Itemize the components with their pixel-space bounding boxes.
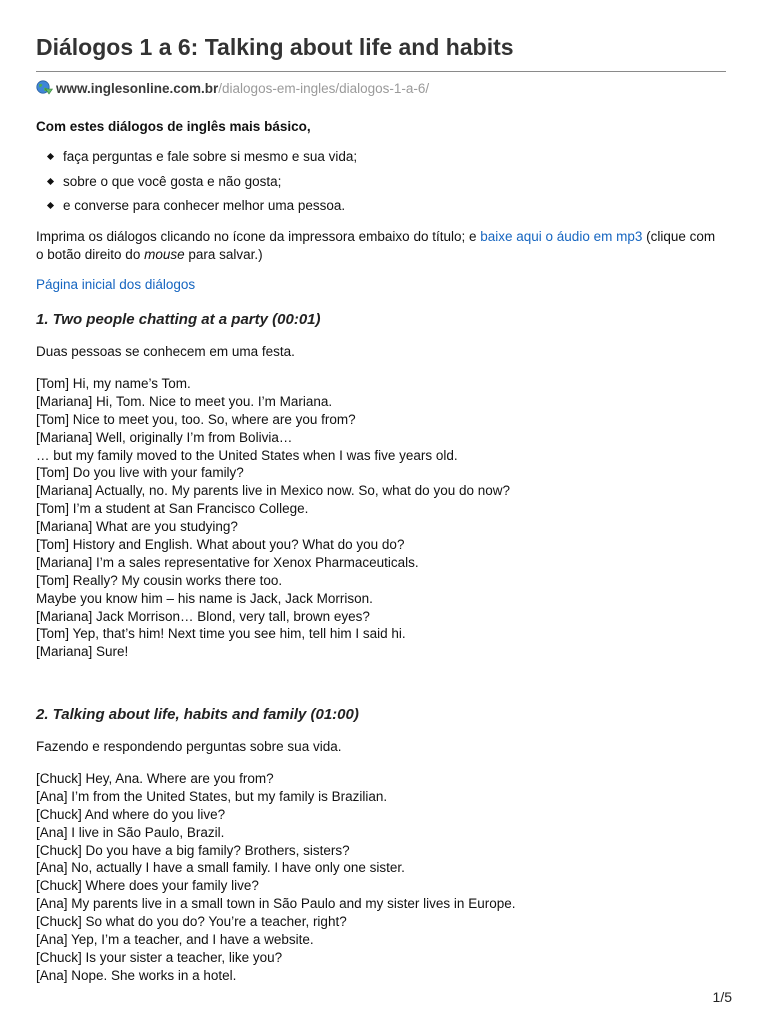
bullet-item <box>36 173 357 198</box>
title-divider <box>36 71 726 72</box>
bullet-icon <box>47 177 54 184</box>
dialogue-line: [Chuck] And where do you live? <box>36 806 226 822</box>
dialogue-line: [Ana] I’m from the United States, but my family is Brazilian. <box>36 788 388 804</box>
section-1-description: Duas pessoas se conhecem em uma festa. <box>36 344 295 359</box>
bullet-text: sobre o que você gosta e não gosta; <box>63 173 282 189</box>
dialogue-line: [Mariana] Sure! <box>36 644 129 660</box>
bullet-icon <box>47 202 54 209</box>
dialogue-line: [Chuck] Hey, Ana. Where are you from? <box>36 771 274 786</box>
dialogue-line: [Ana] My parents live in a small town in São Paulo and my sister lives in Europe. <box>36 896 516 912</box>
dialogue-line: … but my family moved to the United States when I was five years old. <box>36 447 458 463</box>
dialogue-line: [Tom] Nice to meet you, too. So, where are you from? <box>36 411 356 427</box>
dialogue-line: [Ana] I live in São Paulo, Brazil. <box>36 824 225 840</box>
mouse-emphasis: mouse <box>144 247 185 262</box>
dialogue-line: [Chuck] Is your sister a teacher, like you? <box>36 949 283 965</box>
dialogue-line: [Mariana] I’m a sales representative for Xenox Pharmaceuticals. <box>36 554 419 570</box>
source-domain[interactable]: www.inglesonline.com.br <box>56 81 219 96</box>
print-instructions-text: (clique com o botão direito do <box>36 229 716 262</box>
section-1-dialogue <box>36 375 510 661</box>
dialogue-line: [Chuck] So what do you do? You’re a teacher, right? <box>36 914 347 930</box>
dialogue-line: [Tom] Hi, my name’s Tom. <box>36 376 191 391</box>
source-url[interactable] <box>36 80 429 96</box>
bullet-text: e converse para conhecer melhor uma pessoa. <box>63 198 346 213</box>
section-1-heading: 1. Two people chatting at a party (00:01) <box>36 311 321 328</box>
print-instructions-text: para salvar.) <box>184 247 263 262</box>
dialogue-line: [Mariana] What are you studying? <box>36 519 238 535</box>
dialogue-line: [Tom] I’m a student at San Francisco College. <box>36 501 309 517</box>
intro-bullet-list <box>36 148 357 222</box>
dialogue-line: [Mariana] Hi, Tom. Nice to meet you. I’m Mariana. <box>36 393 333 409</box>
dialogue-line: [Chuck] Where does your family live? <box>36 878 259 894</box>
dialogue-line: [Mariana] Actually, no. My parents live in Mexico now. So, what do you do now? <box>36 483 510 499</box>
section-2-dialogue <box>36 770 515 985</box>
dialogue-line: [Ana] Nope. She works in a hotel. <box>36 967 237 983</box>
section-2-heading: 2. Talking about life, habits and family (01:00) <box>36 706 359 723</box>
dialogs-home-link[interactable]: Página inicial dos diálogos <box>36 277 196 292</box>
dialogue-line: [Mariana] Well, originally I’m from Bolivia… <box>36 429 293 445</box>
dialogue-line: [Tom] Do you live with your family? <box>36 465 244 481</box>
download-mp3-link[interactable]: baixe aqui o áudio em mp3 <box>480 229 643 244</box>
dialogue-line: [Ana] Yep, I’m a teacher, and I have a website. <box>36 932 314 948</box>
bullet-text: faça perguntas e fale sobre si mesmo e sua vida; <box>63 149 358 164</box>
dialogue-line: [Mariana] Jack Morrison… Blond, very tall, brown eyes? <box>36 608 370 624</box>
section-2-description: Fazendo e respondendo perguntas sobre sua vida. <box>36 739 342 754</box>
print-instructions <box>36 228 726 264</box>
bullet-item <box>36 197 357 222</box>
globe-icon <box>36 80 53 95</box>
print-instructions-text: Imprima os diálogos clicando no ícone da impressora embaixo do título; e <box>36 229 481 244</box>
dialogue-line: Maybe you know him – his name is Jack, Jack Morrison. <box>36 590 373 606</box>
dialogue-line: [Tom] History and English. What about you? What do you do? <box>36 537 405 553</box>
dialogue-line: [Tom] Really? My cousin works there too. <box>36 572 283 588</box>
bullet-item <box>36 148 357 173</box>
intro-text: Com estes diálogos de inglês mais básico, <box>36 119 311 134</box>
page-title: Diálogos 1 a 6: Talking about life and habits <box>36 34 514 60</box>
page-number: 1/5 <box>712 989 732 1005</box>
dialogue-line: [Ana] No, actually I have a small family. I have only one sister. <box>36 860 405 876</box>
bullet-icon <box>47 153 54 160</box>
dialogue-line: [Chuck] Do you have a big family? Brothers, sisters? <box>36 842 350 858</box>
dialogue-line: [Tom] Yep, that’s him! Next time you see him, tell him I said hi. <box>36 626 406 642</box>
source-path[interactable]: /dialogos-em-ingles/dialogos-1-a-6/ <box>218 81 430 96</box>
